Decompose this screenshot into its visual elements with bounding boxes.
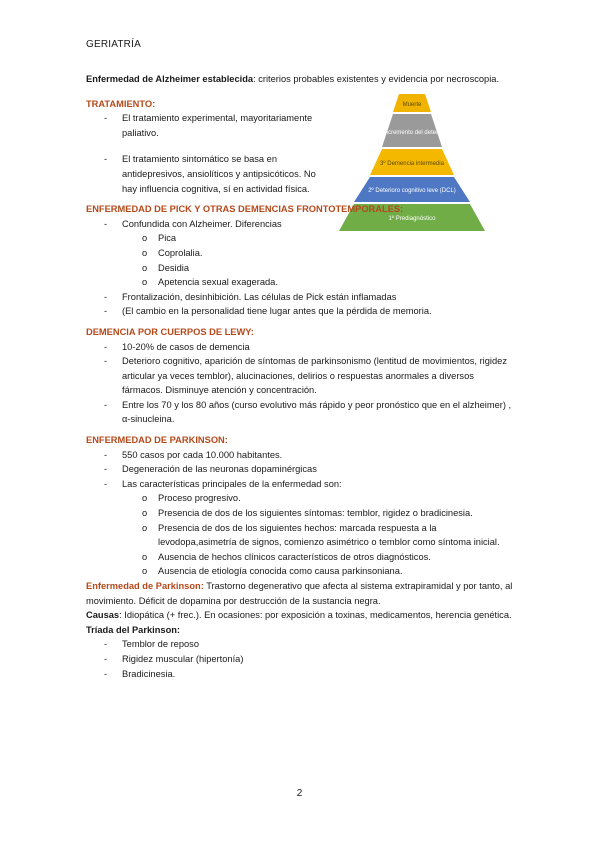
sublist-item: o Presencia de dos de los siguientes síntomas: temblor, rigidez o bradicinesia. — [86, 506, 516, 521]
list-item: - Frontalización, desinhibición. Las células de Pick están inflamadas — [86, 290, 516, 305]
heading-pick: ENFERMEDAD DE PICK Y OTRAS DEMENCIAS FRONTOTEMPORALES: — [86, 204, 404, 215]
page-body — [86, 72, 516, 681]
causas-label: Causas — [86, 610, 120, 621]
parkinson-definition — [86, 579, 516, 608]
pyramid-label-3: 2º Deterioro cognitivo leve (DCL) — [368, 188, 456, 194]
pick-list — [86, 217, 516, 232]
sublist-item: o Desidia — [86, 261, 516, 276]
causas-text: : Idiopática (+ frec.). En ocasiones: por exposición a toxinas, medicamentos, herencia genética. — [119, 610, 512, 621]
list-item: - Temblor de reposo — [86, 637, 516, 652]
heading-lewy: DEMENCIA POR CUERPOS DE LEWY: — [86, 326, 254, 337]
parkinson-list — [86, 448, 516, 492]
sublist-item: o Presencia de dos de los siguientes hechos: marcada respuesta a la levodopa,asimetría de signos, comienzo asimétrico o temblor como síntoma inicial. — [86, 521, 516, 550]
page-number: 2 — [296, 788, 303, 799]
list-item: - Rigidez muscular (hipertonía) — [86, 652, 516, 667]
parkinson-sublist — [86, 491, 516, 579]
lewy-list — [86, 340, 516, 428]
list-item: - Bradicinesia. — [86, 667, 516, 682]
pyramid-label-4: 1º Prediagnóstico — [388, 216, 436, 222]
pick-sublist — [86, 231, 516, 289]
tratamiento-list — [86, 111, 516, 196]
list-item: - Entre los 70 y los 80 años (curso evolutivo más rápido y peor pronóstico que en el alzheimer) , α-sinucleina. — [86, 398, 516, 427]
causas-paragraph — [86, 608, 516, 623]
list-item-text: Confundida con Alzheimer. Diferencias — [122, 218, 282, 229]
list-item: - Las características principales de la enfermedad son: — [86, 477, 516, 492]
pyramid-label-2: 3º Demencia intermedia — [380, 161, 444, 167]
sublist-item: o Coprolalia. — [86, 246, 516, 261]
definition-text: Trastorno degenerativo que afecta al sistema extrapiramidal y por tanto, al movimiento. Déficit de dopamina por destrucción de la sustancia negra. — [86, 581, 513, 606]
intro-paragraph — [86, 72, 516, 87]
page-header: GERIATRÍA — [86, 39, 141, 50]
sublist-item: o Proceso progresivo. — [86, 491, 516, 506]
intro-rest: : criterios probables existentes y evidencia por necroscopia. — [253, 74, 500, 84]
list-item: - 10-20% de casos de demencia — [86, 340, 516, 355]
list-item: - 550 casos por cada 10.000 habitantes. — [86, 448, 516, 463]
list-item: - El tratamiento experimental, mayoritariamente paliativo. — [86, 111, 322, 140]
intro-bold: Enfermedad de Alzheimer establecida — [86, 74, 254, 84]
sublist-item: o Apetencia sexual exagerada. — [86, 275, 516, 290]
list-item: - (El cambio en la personalidad tiene lugar antes que la pérdida de memoria. — [86, 304, 516, 319]
definition-label: Enfermedad de Parkinson: — [86, 581, 204, 591]
sublist-item: o Ausencia de hechos clínicos característicos de otros diagnósticos. — [86, 550, 516, 565]
pyramid-label-0: Muerte — [402, 102, 422, 108]
sublist-item: o Pica — [86, 231, 516, 246]
heading-tratamiento: TRATAMIENTO: — [86, 98, 156, 109]
pyramid-label-1: 4º Incremento del deterioro — [375, 130, 449, 136]
list-item: - Deterioro cognitivo, aparición de síntomas de parkinsonismo (lentitud de movimientos, rigidez articular ya veces temblor), alucinaciones, delirios o respuestas anormales a diversos fármacos. Disminuye atención y concentración. — [86, 354, 516, 398]
sublist-item: o Ausencia de etiología conocida como causa parkinsoniana. — [86, 564, 516, 579]
list-item: - El tratamiento sintomático se basa en antidepresivos, ansiolíticos y antipsicóticos. No hay influencia cognitiva, sí en actividad física. — [86, 152, 322, 196]
heading-parkinson: ENFERMEDAD DE PARKINSON: — [86, 435, 228, 446]
heading-triada: Tríada del Parkinson: — [86, 624, 181, 635]
pick-list-2 — [86, 290, 516, 319]
triada-list — [86, 637, 516, 681]
list-item: - Degeneración de las neuronas dopaminérgicas — [86, 462, 516, 477]
list-item — [86, 217, 516, 232]
